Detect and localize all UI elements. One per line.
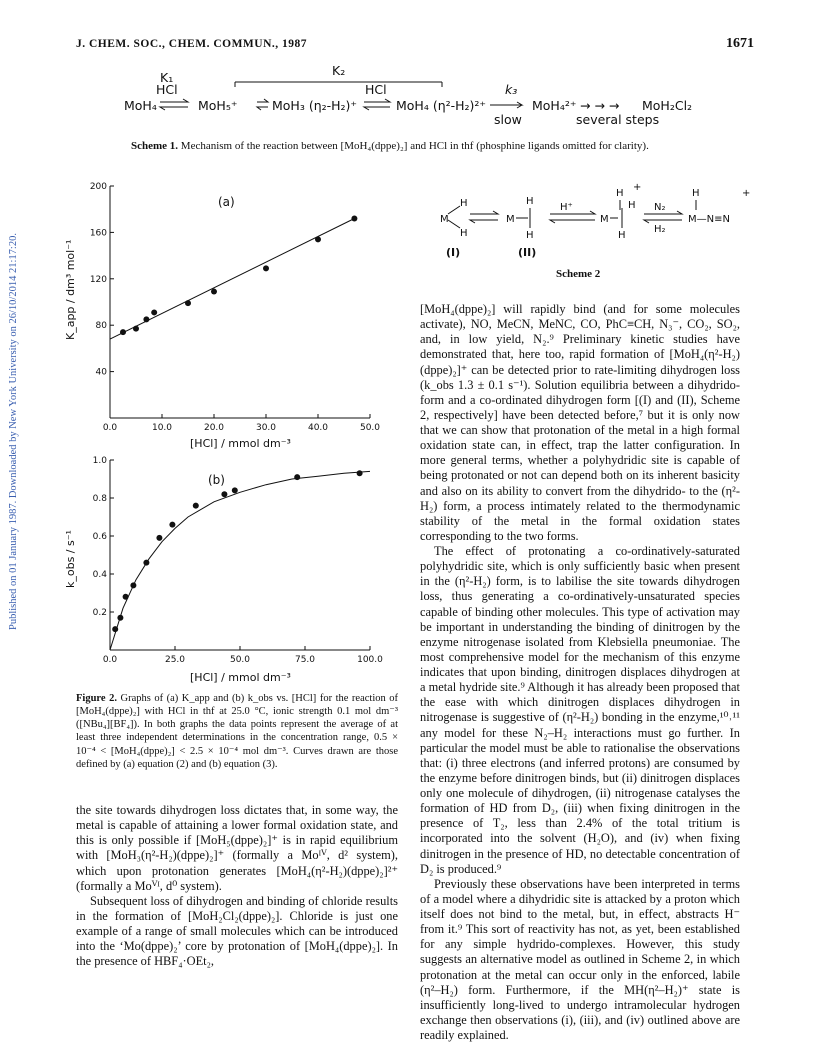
scheme2-h3b: H [628, 200, 636, 211]
panel-a-ylabel: K_app / dm³ mol⁻¹ [64, 239, 77, 340]
figure2-caption [76, 692, 398, 771]
scheme2-m3: M [600, 214, 609, 225]
data-point [232, 487, 238, 493]
data-point [351, 215, 357, 221]
x-tick-label: 10.0 [151, 423, 173, 433]
scheme2-mnn: M—N≡N [688, 214, 730, 225]
species-moh4-h2: MoH₄ (η²-H₂)²⁺ [396, 98, 487, 113]
species-moh2cl2: MoH₂Cl₂ [642, 98, 693, 113]
running-head: J. CHEM. SOC., CHEM. COMMUN., 1987 [76, 38, 308, 50]
x-tick-label: 75.0 [294, 655, 316, 665]
scheme1-caption-text: Mechanism of the reaction between [MoH₄(dppe)₂] and HCl in thf (phosphine ligands omitted for clarity). [180, 140, 649, 152]
left-paragraph-2: Subsequent loss of dihydrogen and binding of chloride results in the formation of [MoH₂Cl₂(dppe)₂]. Chloride is just one example of a range of small molecules which can be introduced into the ‘Mo(dppe)₂’ core by protonation of [MoH₄(dppe)₂]. In the presence of HBF₄·OEt₂, [76, 893, 398, 969]
panel-a-xlabel: [HCl] / mmol dm⁻³ [190, 437, 291, 450]
scheme2-m1: M [440, 214, 449, 225]
panel-a-label: (a) [218, 195, 235, 209]
scheme1-k1: K₁ [160, 70, 174, 85]
data-point [294, 474, 300, 480]
scheme1-caption-label: Scheme 1. [131, 140, 179, 152]
scheme2-h3a: H [616, 188, 624, 199]
scheme2-h1a: H [460, 198, 468, 209]
figure2-caption-label: Figure 2. [76, 693, 117, 704]
data-point [133, 326, 139, 332]
scheme1-hcl-2: HCl [365, 82, 387, 97]
species-moh3-h2: MoH₃ (η₂-H₂)⁺ [272, 98, 358, 113]
y-tick-label: 0.6 [92, 532, 107, 542]
download-note-text: Published on 01 January 1987. Downloaded by New York University on 26/10/2014 21:17:20. [8, 233, 19, 630]
scheme2-h2-loss: H₂ [654, 224, 666, 235]
figure2-panel-a [70, 178, 395, 440]
scheme2-h2b: H [526, 230, 534, 241]
species-moh5: MoH₅⁺ [198, 98, 238, 113]
scheme1-caption [131, 140, 751, 154]
x-tick-label: 0.0 [102, 655, 118, 665]
data-point [193, 503, 199, 509]
scheme2 [420, 180, 750, 270]
page-number: 1671 [726, 36, 754, 51]
scheme1-several-steps: several steps [576, 112, 660, 127]
data-point [143, 560, 149, 566]
scheme2-h3c: H [618, 230, 626, 241]
scheme2-h1b: H [460, 228, 468, 239]
data-point [185, 300, 191, 306]
x-tick-label: 50.0 [359, 423, 381, 433]
scheme1 [120, 58, 720, 138]
x-tick-label: 25.0 [164, 655, 186, 665]
scheme1-k2: K₂ [332, 63, 346, 78]
y-tick-label: 1.0 [92, 456, 107, 466]
scheme1-hcl-1: HCl [156, 82, 178, 97]
scheme1-slow: slow [494, 112, 522, 127]
figure2-caption-text: Graphs of (a) K_app and (b) k_obs vs. [HCl] for the reaction of [MoH₄(dppe)₂] with HCl in thf at 25.0 °C, ionic strength 0.1 mol dm⁻³ ([NBu₄][BF₄]). In both graphs the data points represent the average of at least three independent determinations in the concentration range, 0.5 × 10⁻⁴ < [MoH₄(dppe)₂] < 2.5 × 10⁻⁴ mol dm⁻³. Curves drawn are those defined by (a) equation (2) and (b) equation (3). [76, 693, 399, 770]
compound-ii-label: (II) [518, 246, 537, 259]
species-moh4: MoH₄ [124, 98, 157, 113]
y-tick-label: 120 [89, 274, 107, 285]
y-tick-label: 0.4 [92, 570, 107, 580]
scheme2-h4: H [692, 188, 700, 199]
x-tick-label: 20.0 [203, 423, 225, 433]
scheme2-n2: N₂ [654, 202, 666, 213]
x-tick-label: 50.0 [229, 655, 251, 665]
data-point [117, 615, 123, 621]
y-tick-label: 0.2 [92, 608, 107, 618]
data-point [120, 329, 126, 335]
x-tick-label: 40.0 [307, 423, 329, 433]
scheme2-h2a: H [526, 196, 534, 207]
panel-b-label: (b) [208, 473, 225, 487]
data-point [211, 289, 217, 295]
data-point [221, 491, 227, 497]
scheme1-arrow-chain: → → → [580, 98, 620, 113]
scheme2-label: Scheme 2 [556, 268, 601, 280]
scheme2-plus-1: + [633, 182, 642, 193]
left-paragraph-1: the site towards dihydrogen loss dictates that, in some way, the metal is capable of attaining a lower formal oxidation state, and this is only possible if [MoH₅(dppe)₂]⁺ is in rapid equilibrium with [MoH₃(η²-H₂)(dppe)₂]⁺ (formally a Moᴵⱽ, d² system), which upon protonation generates [MoH₄(η²-H₂)(dppe)₂]²⁺ (formally a Moⱽᴵ, d⁰ system). [76, 803, 398, 893]
species-moh4-2plus: MoH₄²⁺ [532, 98, 577, 113]
scheme2-hplus: H⁺ [560, 202, 573, 213]
left-column [76, 803, 398, 969]
data-point [151, 309, 157, 315]
scheme2-plus-2: + [742, 188, 750, 199]
data-point [357, 470, 363, 476]
fit-curve [110, 471, 370, 650]
scheme2-m2: M [506, 214, 515, 225]
y-tick-label: 0.8 [92, 494, 107, 504]
y-tick-label: 40 [95, 367, 107, 378]
data-point [123, 594, 129, 600]
right-column [420, 302, 740, 1043]
download-note [8, 190, 22, 630]
scheme1-k3: k₃ [505, 82, 518, 97]
x-tick-label: 30.0 [255, 423, 277, 433]
data-point [315, 236, 321, 242]
right-paragraph-3: Previously these observations have been interpreted in terms of a model where a dihydridic site is attacked by a proton which itself does not bind to the metal, but, in effect, abstracts H⁻ from it.⁹ This sort of reactivity has not, as yet, been established for any simple hydrido-complexes. However, this study suggests an alternative model as outlined in Scheme 2, in which protonation at the metal can occur only in the enforced, labile (η²–H₂) form. Furthermore, if the MH(η²–H₂)⁺ state is insufficiently long-lived to undergo intramolecular hydrogen exchange then observations (i), (iii), and (iv) outlined above are readily explained. [420, 876, 740, 1042]
figure2-panel-b [70, 452, 395, 674]
right-paragraph-1: [MoH₄(dppe)₂] will rapidly bind (and for some molecules activate), NO, MeCN, MeNC, CO, PhC≡CH, N₃⁻, CO₂, SO₂, and, in low yield, N₂.⁹ Preliminary kinetic studies have demonstrated that, here too, rapid formation of [MoH₄(η²-H₂)(dppe)₂]⁺ can be detected prior to rate-limiting dihydrogen loss (k_obs 1.3 ± 0.1 s⁻¹). Solution equilibria between a dihydrido-form and a co-ordinated dihydrogen form [(I) and (II), Scheme 2, respectively] have been detected before,⁷ but it is only now that we can show that protonation of the metal in a high formal oxidation state can, in effect, trap the latter configuration. In more general terms, whether a polyhydridic site is capable of being protonated or not can depend both on its inherent basicity and also on its ability to convert from the dihydrido- to the (η²-H₂) form, a process intimately related to the thermodynamic stability of the metal in the formal oxidation states corresponding to the two forms. [420, 302, 740, 543]
panel-b-xlabel: [HCl] / mmol dm⁻³ [190, 671, 291, 684]
data-point [143, 316, 149, 322]
x-tick-label: 0.0 [102, 423, 118, 433]
y-tick-label: 160 [89, 228, 107, 239]
x-tick-label: 100.0 [357, 655, 383, 665]
data-point [156, 535, 162, 541]
compound-i-label: (I) [446, 246, 461, 259]
panel-b-ylabel: k_obs / s⁻¹ [64, 530, 77, 588]
right-paragraph-2: The effect of protonating a co-ordinatively-saturated polyhydridic site, which is only sufficiently basic when present in the (η²-H₂) form, is to labilise the site towards dihydrogen loss, thus generating a co-ordinatively-unsaturated species capable of binding other molecules. This type of activation may be important in understanding the binding of dinitrogen by the enzyme nitrogenase isolated from Klebsiella pneumoniae. The most comprehensive model for the mechanism of this enzyme indicates that upon binding, dinitrogen displaces dihydrogen at a metal hydride site.⁹ Although it has already been proposed that the ease with which dinitrogen displaces dihydrogen in nitrogenase is suggestive of (η²-H₂) bonding in the enzyme,¹⁰˒¹¹ any model for these N₂–H₂ interactions must go further. In particular the model must be able to rationalise the observations that: (i) three electrons (and inferred protons) are consumed by the enzyme before dinitrogen binds, but (ii) dinitrogen displaces only one molecule of dihydrogen, (ii) nitrogenase catalyses the formation of HD from D₂, (iii) when fixing dinitrogen in the presence of T₂, less than 2.4% of the total tritium is incorporated into the solvent (H₂O), and (iv) when fixing dinitrogen in the presence of HD, no detectable concentration of D₂ is produced.⁹ [420, 544, 740, 876]
y-tick-label: 200 [89, 182, 107, 192]
data-point [169, 522, 175, 528]
data-point [263, 265, 269, 271]
data-point [112, 626, 118, 632]
data-point [130, 582, 136, 588]
y-tick-label: 80 [95, 321, 107, 332]
